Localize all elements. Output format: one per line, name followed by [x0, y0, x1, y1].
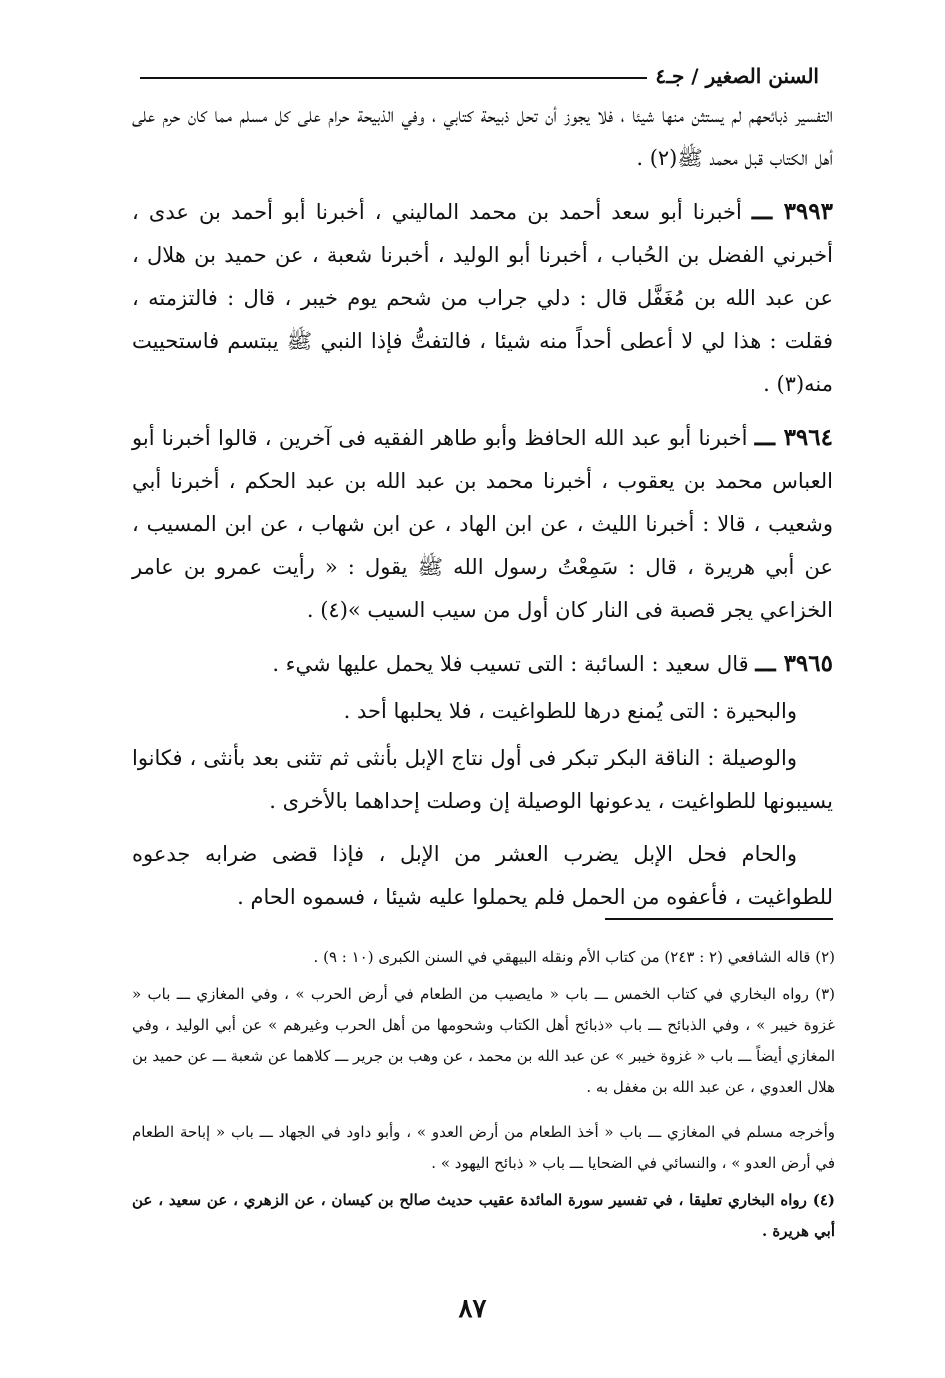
- definition-text: والبحيرة : التى يُمنع درها للطواغيت ، فلا يحلبها أحد .: [343, 699, 797, 723]
- hadith-3993: [132, 190, 833, 406]
- hadith-3965: [132, 642, 833, 686]
- footnotes: [132, 942, 835, 1253]
- hadith-number: ٣٩٦٤ ـــ: [754, 424, 833, 451]
- footnote-2: (٢) قاله الشافعي (٢ : ٢٤٣) من كتاب الأم ونقله البيهقي في السنن الكبرى (١٠ : ٩) .: [313, 948, 835, 966]
- definition-text: والحام فحل الإبل يضرب العشر من الإبل ، فإذا قضى ضرابه جدعوه للطواغيت ، فأعفوه من الحمل فلم يحملوا عليه شيئا ، فسموه الحام .: [132, 842, 833, 909]
- hadith-3964: [132, 416, 833, 632]
- footnote-4: (٤) رواه البخاري تعليقا ، في تفسير سورة المائدة عقيب حديث صالح بن كيسان ، عن الزهري ، عن سعيد ، عن أبي هريرة .: [132, 1191, 835, 1240]
- main-text: [132, 94, 833, 929]
- page-number: ٨٧: [458, 1294, 487, 1324]
- paragraph-continuation: [132, 94, 833, 180]
- footnote-separator: [605, 918, 833, 920]
- hadith-text: أخبرنا أبو عبد الله الحافظ وأبو طاهر الفقيه فى آخرين ، قالوا أخبرنا أبو العباس محمد بن يعقوب ، أخبرنا محمد بن عبد الله بن عبد الحكم ، أخبرنا أبي وشعيب ، قالا : أخبرنا الليث ، عن ابن الهاد ، عن ابن شهاب ، عن ابن المسيب ، عن أبي هريرة ، قال : سَمِعْتُ رسول الله ﷺ يقول : « رأيت عمرو بن عامر الخزاعي يجر قصبة فى النار كان أول من سيب السيب »(٤) .: [132, 426, 833, 622]
- definition-bahira: [132, 690, 833, 733]
- header-rule: [140, 77, 647, 79]
- definition-ham: [132, 833, 833, 919]
- footnote-3-continuation: وأخرجه مسلم في المغازي ـــ باب « أخذ الطعام من أرض العدو » ، وأبو داود في الجهاد ـــ باب « إباحة الطعام في أرض العدو » ، والنسائي في الضحايا ـــ باب « ذبائح اليهود » .: [132, 1123, 835, 1172]
- definition-wasila: [132, 737, 833, 823]
- running-header-title: السنن الصغير / جـ٤: [655, 64, 819, 88]
- hadith-number: ٣٩٦٥ ـــ: [755, 650, 833, 677]
- hadith-number: ٣٩٩٣ ـــ: [751, 198, 833, 225]
- definition-text: والوصيلة : الناقة البكر تبكر فى أول نتاج الإبل بأنثى ثم تثنى بعد بأنثى ، فكانوا يسيبونها للطواغيت ، يدعونها الوصيلة إن وصلت إحداهما بالأخرى .: [132, 746, 833, 813]
- hadith-text: قال سعيد : السائبة : التى تسيب فلا يحمل عليها شيء .: [272, 652, 749, 676]
- footnote-3: (٣) رواه البخاري في كتاب الخمس ـــ باب « مايصيب من الطعام في أرض الحرب » ، وفي المغازي ـــ باب « غزوة خيبر » ، وفي الذبائح ـــ باب «ذبائح أهل الكتاب وشحومها من أهل الحرب وغيرهم » عن أبي الوليد ، وفي المغازي أيضاً ـــ باب « غزوة خيبر » عن عبد الله بن محمد ، عن وهب بن جرير ـــ كلاهما عن شعبة ـــ عن حميد بن هلال العدوي ، عن عبد الله بن مغفل به .: [132, 985, 835, 1096]
- running-header: [140, 62, 819, 90]
- hadith-text: أخبرنا أبو سعد أحمد بن محمد الماليني ، أخبرنا أبو أحمد بن عدى ، أخبرني الفضل بن الحُباب ، أخبرنا أبو الوليد ، أخبرنا شعبة ، عن حميد بن هلال ، عن عبد الله بن مُغَفَّل قال : دلي جراب من شحم يوم خيبر ، قال : فالتزمته ، فقلت : هذا لي لا أعطى أحداً منه شيئا ، فالتفتُّ فإذا النبي ﷺ يبتسم فاستحييت منه(٣) .: [132, 200, 833, 396]
- paragraph-text: التفسير ذبائحهم لم يستثن منها شيئا ، فلا يجوز أن تحل ذبيحة كتابي ، وفي الذبيحة حرام على كل مسلم مما كان حرم على أهل الكتاب قبل محمد ﷺ(٢) .: [132, 103, 833, 170]
